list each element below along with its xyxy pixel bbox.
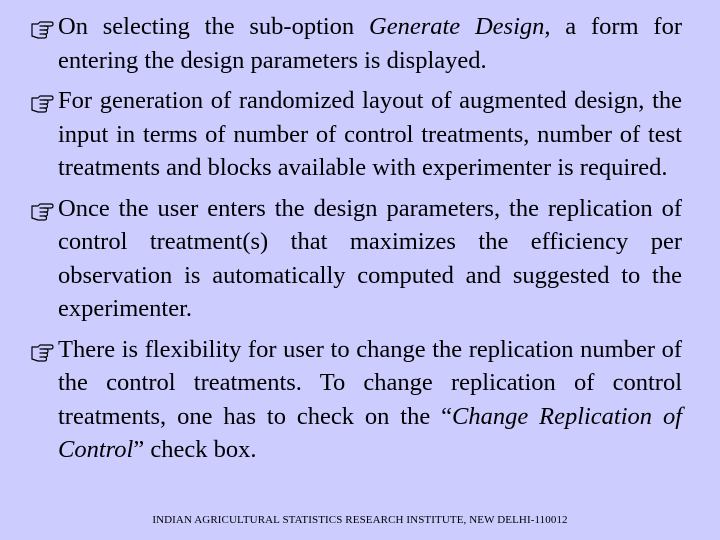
bullet-text-segment: There is flexibility for user to change the replication number of the control treatments. To change replication of control treatments, one has to check on the “ — [58, 335, 682, 430]
bullet-text-segment: , a form for entering the design parameters is displayed. — [58, 13, 682, 74]
bullet-item — [30, 84, 682, 185]
pointing-hand-icon — [30, 92, 54, 114]
bullet-text-emphasis: Generate Design — [369, 13, 545, 40]
bullet-item — [30, 10, 682, 77]
pointing-hand-icon — [30, 200, 54, 222]
bullet-text-segment: Once the user enters the design parameters, the replication of control treatment(s) that maximizes the efficiency per observation is automatically computed and suggested to the experimenter. — [58, 194, 682, 322]
bullet-text-segment: On selecting the sub-option — [58, 13, 369, 40]
pointing-hand-icon — [30, 341, 54, 363]
footer-institute: INDIAN AGRICULTURAL STATISTICS RESEARCH INSTITUTE, NEW DELHI-110012 — [152, 514, 568, 526]
pointing-hand-icon — [30, 18, 54, 40]
bullet-item — [30, 333, 682, 467]
bullet-item — [30, 192, 682, 326]
bullet-text-segment: For generation of randomized layout of augmented design, the input in terms of number of control treatments, number of test treatments and blocks available with experimenter is required. — [58, 87, 682, 181]
bullet-text-segment: ” check box. — [133, 436, 257, 463]
bullet-list — [30, 10, 682, 474]
bullet-text-emphasis: Change Replication of Control — [58, 402, 682, 463]
